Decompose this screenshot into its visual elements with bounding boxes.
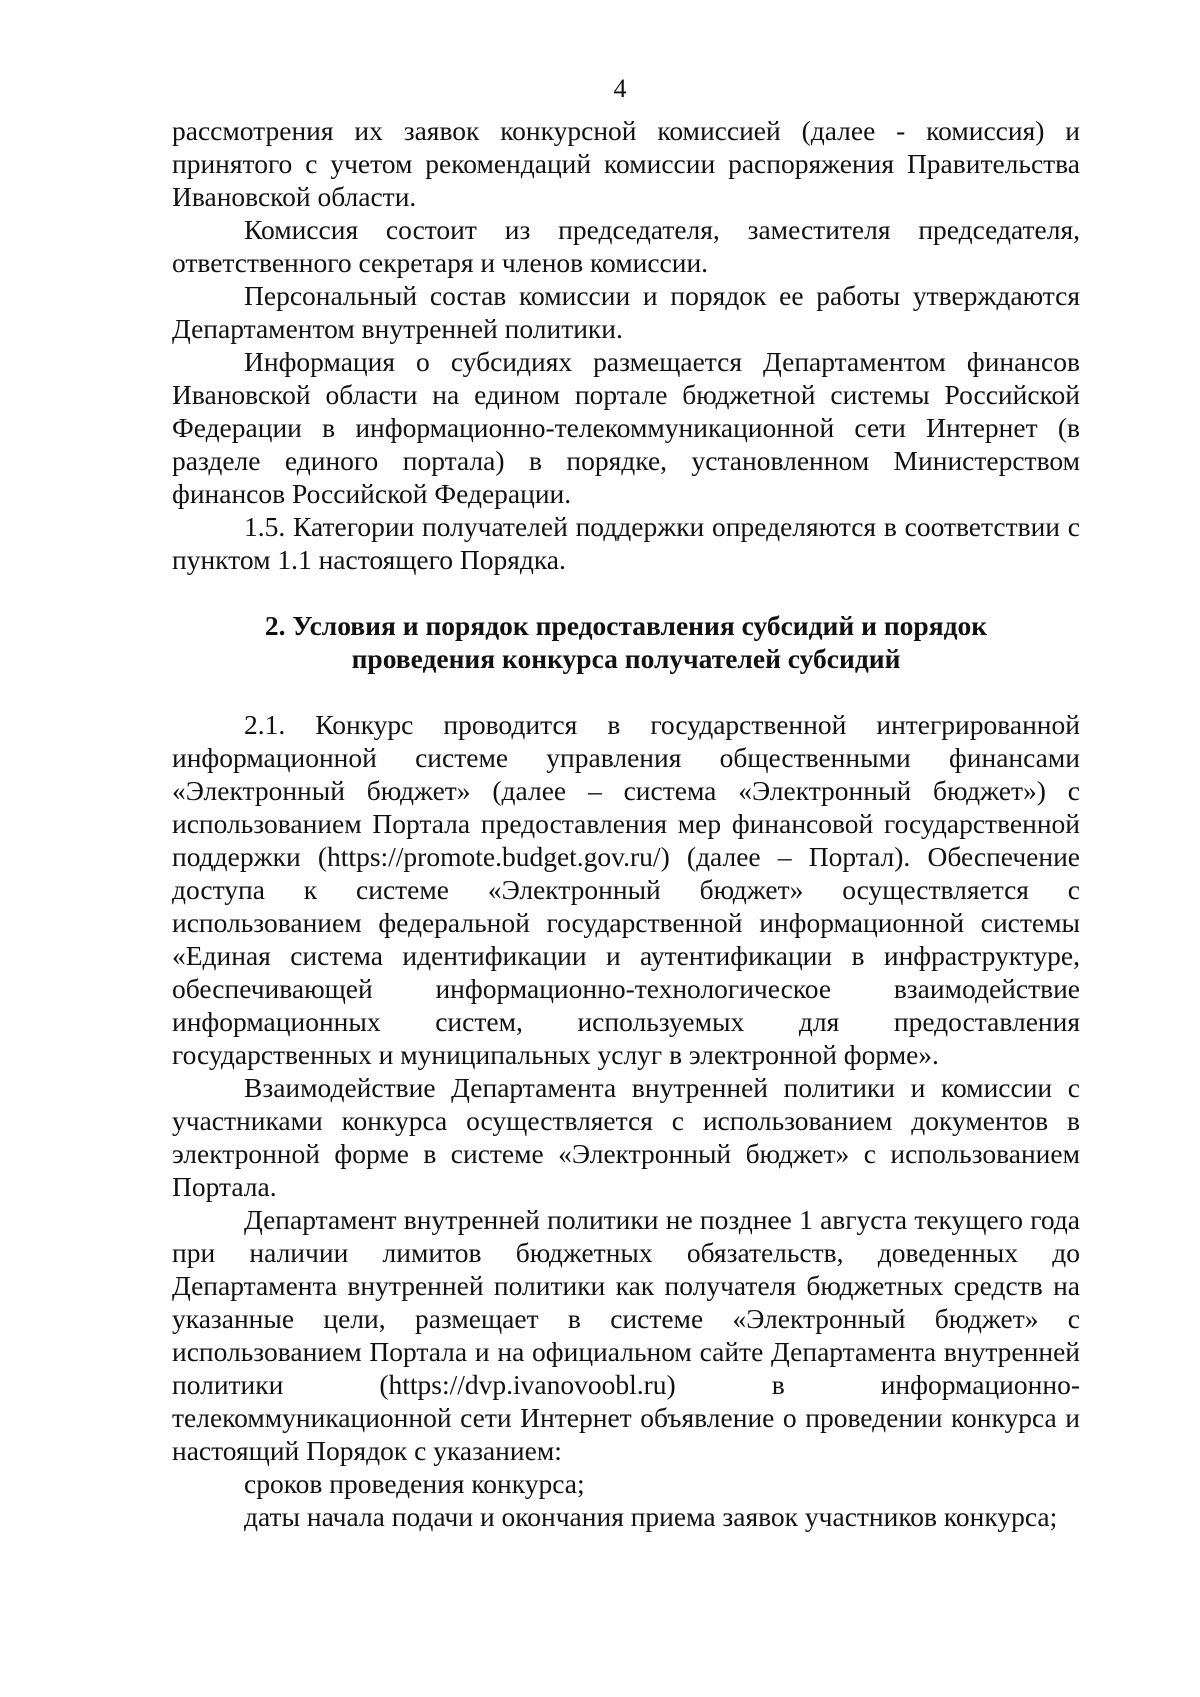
page-number: 4 [613,74,627,103]
section-heading-line: 2. Условия и порядок предоставления субсидий и порядок [264,610,988,641]
section-heading [172,609,1080,675]
paragraph: Комиссия состоит из председателя, заместителя председателя, ответственного секретаря и членов комиссии. [172,214,1080,278]
paragraph: 2.1. Конкурс проводится в государственной интегрированной информационной системе управления общественными финансами «Электронный бюджет» (далее – система «Электронный бюджет») с использованием Портала предоставления мер финансовой государственной поддержки (https://promote.budget.gov.ru/) (далее – Портал). Обеспечение доступа к системе «Электронный бюджет» осуществляется с использованием федеральной государственной информационной системы «Единая система идентификации и аутентификации в инфраструктуре, обеспечивающей информационно-технологическое взаимодействие информационных систем, используемых для предоставления государственных и муниципальных услуг в электронной форме». [172,709,1080,1070]
section-heading-line: проведения конкурса получателей субсидий [351,643,901,674]
paragraph: Персональный состав комиссии и порядок ее работы утверждаются Департаментом внутренней политики. [172,280,1080,344]
paragraph: даты начала подачи и окончания приема заявок участников конкурса; [244,1501,1058,1532]
paragraph: сроков проведения конкурса; [244,1468,585,1499]
document-body [172,114,1080,1533]
paragraph: Департамент внутренней политики не позднее 1 августа текущего года при наличии лимитов бюджетных обязательств, доведенных до Департамента внутренней политики как получателя бюджетных средств на указанные цели, размещает в системе «Электронный бюджет» с использованием Портала и на официальном сайте Департамента внутренней политики (https://dvp.ivanovoobl.ru) в информационно-телекоммуникационной сети Интернет объявление о проведении конкурса и настоящий Порядок с указанием: [172,1204,1080,1466]
paragraph: 1.5. Категории получателей поддержки определяются в соответствии с пунктом 1.1 настоящего Порядка. [172,511,1080,575]
paragraph: Взаимодействие Департамента внутренней политики и комиссии с участниками конкурса осуществляется с использованием документов в электронной форме в системе «Электронный бюджет» с использованием Портала. [172,1072,1080,1202]
paragraph: Информация о субсидиях размещается Департаментом финансов Ивановской области на едином портале бюджетной системы Российской Федерации в информационно-телекоммуникационной сети Интернет (в разделе единого портала) в порядке, установленном Министерством финансов Российской Федерации. [172,346,1080,509]
paragraph: рассмотрения их заявок конкурсной комиссией (далее - комиссия) и принятого с учетом рекомендаций комиссии распоряжения Правительства Ивановской области. [172,115,1080,212]
